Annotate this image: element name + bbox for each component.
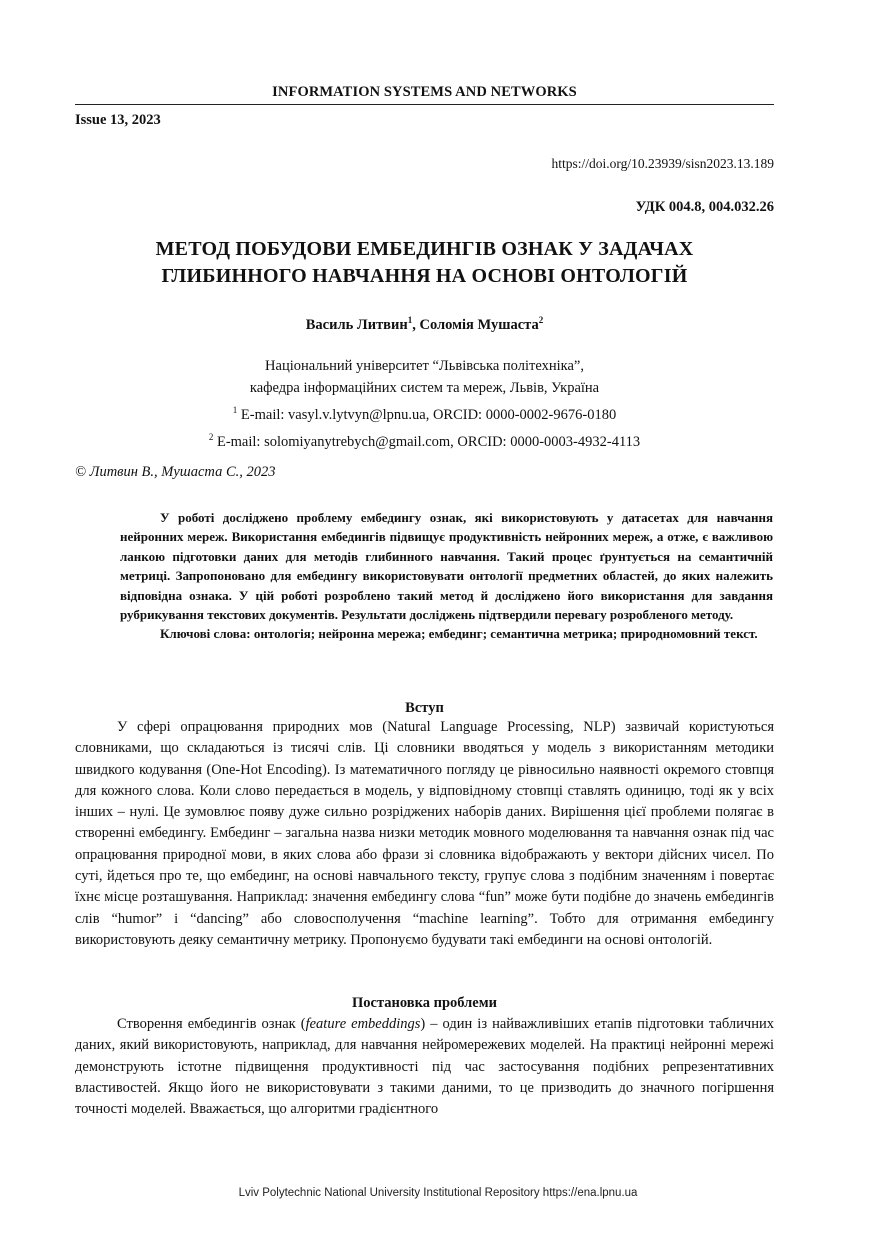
authors [75, 315, 774, 334]
intro-paragraph: У сфері опрацювання природних мов (Natural Language Processing, NLP) зазвичай користуються словниками, що складаються із тисячі слів. Ці словники вводяться у модель з використанням методики швидкого кодування (One-Hot Encoding). Із математичного погляду це рівносильно наявності окремого стовпця для кожного слова. Коли слово передається в модель, у відповідному стовпці ставлять одиницю, тоді як у всіх інших – нулі. Це зумовлює появу дуже сильно розріджених наборів даних. Вирішення цієї проблеми полягає в створенні ембедингу. Ембединг – загальна назва низки методик мовного моделювання та навчання ознак під час опрацювання природної мови, в яких слова або фрази зі словника відображають у вектори дійсних чисел. По суті, йдеться про те, що ембединг, на основі навчального тексту, групує слова з подібним значенням і повертає їхнє місце розташування. Наприклад: значення ембедингу слова “fun” може бути подібне до значень ембедингів слів “humor” і “dancing” або словосполучення “machine learning”. Тобто для отримання ембедингу використовують деяку семантичну метрику. Пропонуємо будувати такі ембединги на основі онтологій. [75, 719, 774, 948]
author-separator: , [412, 316, 420, 333]
email-1-mark: 1 [232, 405, 238, 415]
author-2: Соломія Мушаста [419, 316, 539, 333]
abstract [120, 508, 773, 644]
author-1-contact [75, 399, 774, 426]
author-1-affiliation-mark: 1 [407, 315, 413, 325]
author-2-contact [75, 426, 774, 453]
issue-label: Issue 13, 2023 [75, 112, 161, 128]
problem-body [75, 1014, 774, 1120]
journal-name: INFORMATION SYSTEMS AND NETWORKS [272, 84, 577, 100]
doi-link[interactable]: https://doi.org/10.23939/sisn2023.13.189 [551, 156, 774, 171]
problem-text-term: feature embeddings [305, 1016, 421, 1032]
repository-footer: Lviv Polytechnic National University Institutional Repository https://ena.lpnu.ua [238, 1187, 638, 1199]
affiliation-block [75, 355, 774, 453]
author-2-affiliation-mark: 2 [538, 315, 544, 325]
title-line-1: МЕТОД ПОБУДОВИ ЕМБЕДИНГІВ ОЗНАК У ЗАДАЧАХ [155, 238, 694, 260]
affiliation-university: Національний університет “Львівська політехніка”, [265, 358, 584, 374]
keywords: Ключові слова: онтологія; нейронна мережа; ембединг; семантична метрика; природномовний текст. [160, 626, 758, 642]
problem-text-start: Створення ембедингів ознак ( [117, 1016, 306, 1032]
email-2[interactable]: E-mail: solomiyanytrebych@gmail.com, ORCID: 0000-0003-4932-4113 [213, 433, 641, 450]
email-1[interactable]: E-mail: vasyl.v.lytvyn@lpnu.ua, ORCID: 0000-0002-9676-0180 [237, 406, 617, 423]
paper-title [115, 236, 734, 290]
intro-body [75, 717, 774, 951]
section-heading-problem: Постановка проблеми [352, 995, 497, 1011]
problem-text-rest: ) – один із найважливіших етапів підготовки табличних даних, який використовують, наприклад, для навчання нейромережевих моделей. На практиці нейронні мережі демонструють істотне підвищення продуктивності під час застосування подібних репрезентативних властивостей. Якщо його не використовувати з такими даними, то це призводить до значного погіршення точності моделей. Вважається, що алгоритми градієнтного [75, 1016, 774, 1118]
udc-code: УДК 004.8, 004.032.26 [635, 199, 774, 215]
affiliation-department: кафедра інформаційних систем та мереж, Львів, Україна [249, 380, 600, 396]
email-2-mark: 2 [208, 431, 214, 442]
abstract-text: У роботі досліджено проблему ембедингу ознак, які використовують у датасетах для навчання нейронних мереж. Використання ембедингів підвищує продуктивність нейронних мереж, а отже, є важливою ланкою підготовки даних для методів глибинного навчання. Такий процес ґрунтується на семантичній метриці. Запропоновано для ембедингу використовувати онтології предметних областей, до яких належить відповідна ознака. У цій роботі розроблено такий метод й досліджено його використання для завдання рубрикування текстових документів. Результати досліджень підтвердили перевагу розробленого методу. [120, 510, 773, 623]
section-heading-intro: Вступ [405, 700, 444, 716]
title-line-2: ГЛИБИННОГО НАВЧАННЯ НА ОСНОВІ ОНТОЛОГІЙ [161, 265, 688, 287]
author-1: Василь Литвин [305, 316, 408, 333]
header-rule [75, 104, 774, 105]
problem-paragraph [75, 1014, 774, 1120]
paper-page [75, 0, 774, 1240]
copyright-notice: © Литвин В., Мушаста С., 2023 [75, 464, 276, 480]
